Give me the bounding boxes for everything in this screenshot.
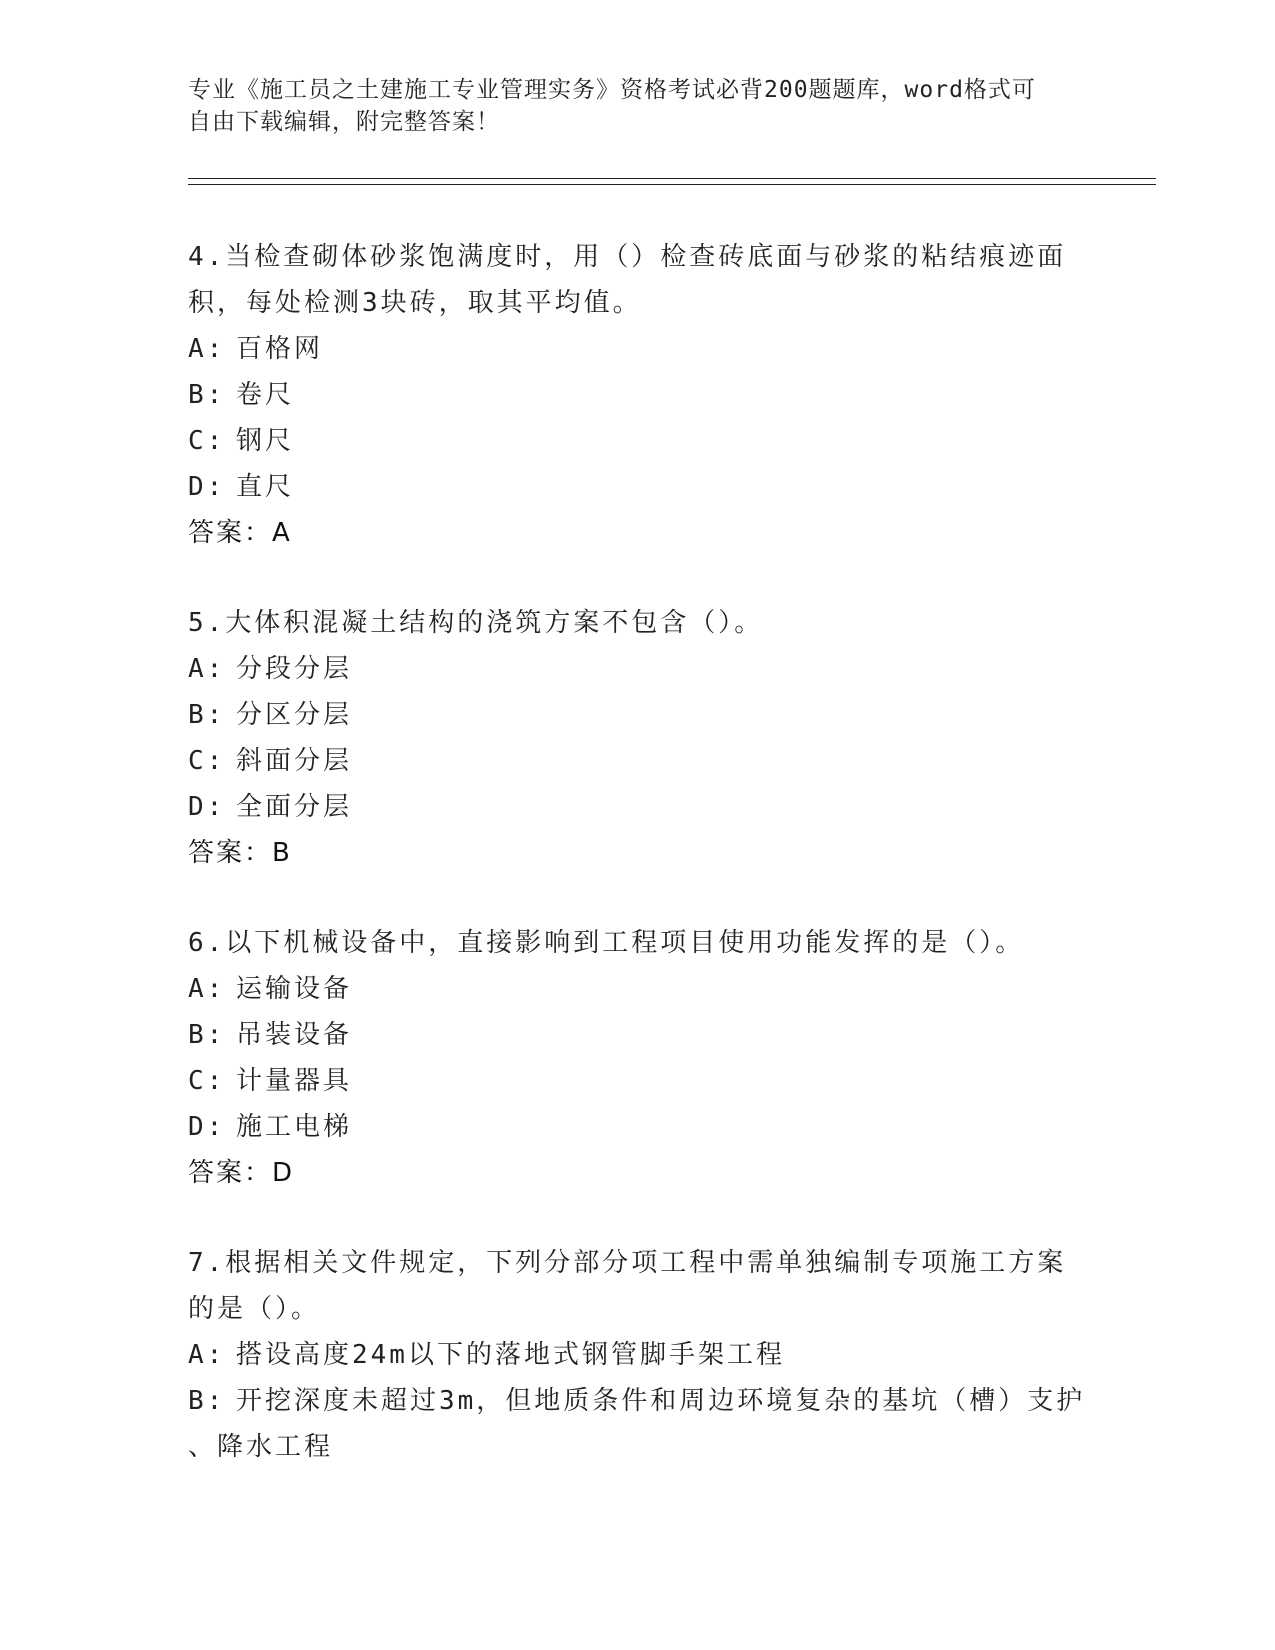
option-letter: B: [188,1386,226,1416]
option-text: 开挖深度未超过3m，但地质条件和周边环境复杂的基坑（槽）支护 [236,1386,1086,1416]
question-6 [188,920,1088,1196]
answer-line: 答案：B [188,838,292,868]
option-text: 卷尺 [236,380,295,410]
option-text: 运输设备 [236,974,353,1004]
option-letter: D: [188,472,226,502]
option-letter: A: [188,654,226,684]
option-letter: A: [188,974,226,1004]
option-letter: C: [188,1066,226,1096]
option-text: 搭设高度24m以下的落地式钢管脚手架工程 [236,1340,785,1370]
question-stem-line: 7.根据相关文件规定，下列分部分项工程中需单独编制专项施工方案 [188,1248,1067,1278]
question-7 [188,1240,1088,1470]
option-a [188,326,1088,372]
header-divider-top [188,178,1156,179]
option-text: 吊装设备 [236,1020,353,1050]
option-a [188,646,1088,692]
option-d [188,1104,1088,1150]
question-stem-line: 6.以下机械设备中，直接影响到工程项目使用功能发挥的是（）。 [188,928,1025,958]
answer-line: 答案：A [188,518,292,548]
option-b [188,372,1088,418]
answer-line: 答案：D [188,1158,295,1188]
option-letter: D: [188,1112,226,1142]
option-letter: B: [188,700,226,730]
header-line-2: 自由下载编辑，附完整答案！ [188,109,500,135]
option-letter: A: [188,1340,226,1370]
option-c [188,1058,1088,1104]
option-d [188,464,1088,510]
option-a [188,1332,1088,1378]
question-5 [188,600,1088,876]
option-text: 分区分层 [236,700,353,730]
option-text: 施工电梯 [236,1112,353,1142]
option-b [188,692,1088,738]
option-text: 计量器具 [236,1066,353,1096]
header-line-1: 专业《施工员之土建施工专业管理实务》资格考试必背200题题库，word格式可 [188,77,1036,103]
option-text: 全面分层 [236,792,353,822]
question-stem-line: 积，每处检测3块砖，取其平均值。 [188,288,642,318]
question-stem-line: 4.当检查砌体砂浆饱满度时，用（）检查砖底面与砂浆的粘结痕迹面 [188,242,1067,272]
option-b [188,1378,1088,1424]
option-c [188,738,1088,784]
option-d [188,784,1088,830]
option-c [188,418,1088,464]
option-b [188,1012,1088,1058]
question-stem-line: 的是（）。 [188,1294,321,1324]
option-letter: D: [188,792,226,822]
option-text: 百格网 [236,334,324,364]
option-text: 斜面分层 [236,746,353,776]
option-letter: C: [188,746,226,776]
question-stem-line: 5.大体积混凝土结构的浇筑方案不包含（）。 [188,608,764,638]
option-letter: B: [188,380,226,410]
option-text: 直尺 [236,472,295,502]
option-letter: C: [188,426,226,456]
option-text: 钢尺 [236,426,295,456]
document-header [188,74,1088,138]
option-text: 分段分层 [236,654,353,684]
question-4 [188,234,1088,556]
option-letter: B: [188,1020,226,1050]
option-continuation: 、降水工程 [188,1432,334,1462]
header-divider-bottom [188,184,1156,185]
option-letter: A: [188,334,226,364]
option-a [188,966,1088,1012]
